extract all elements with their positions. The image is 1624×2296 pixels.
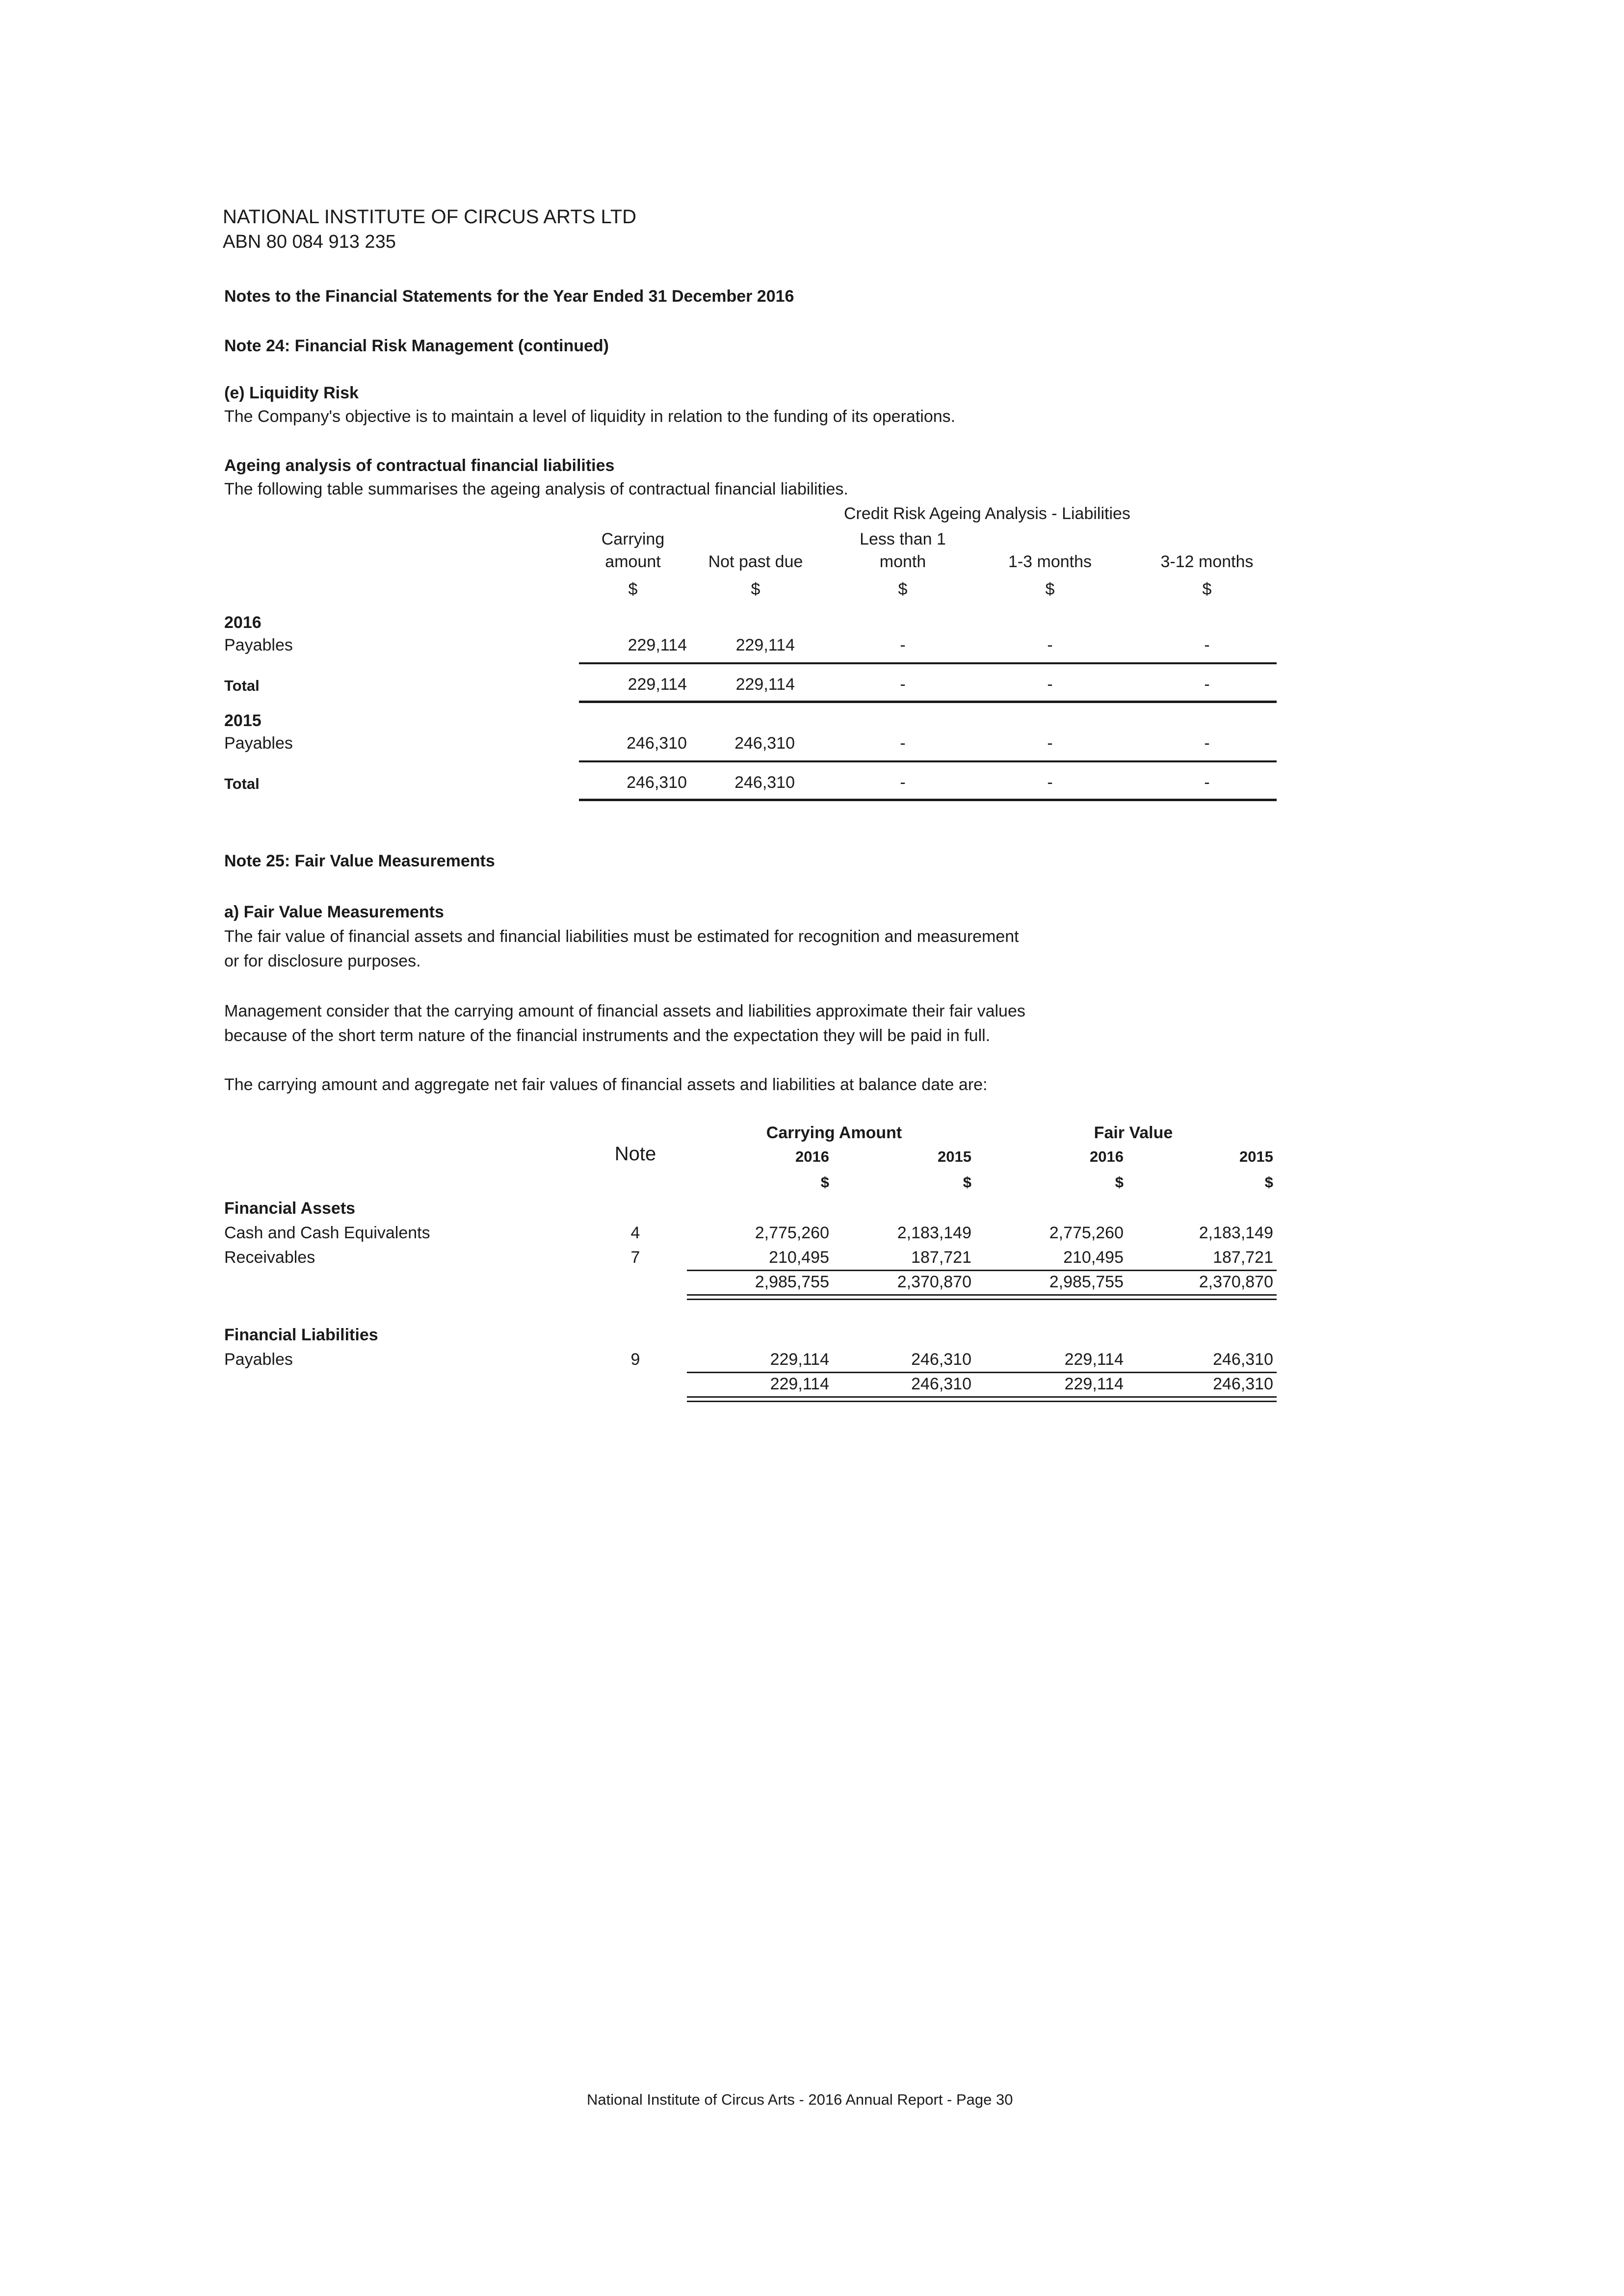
cell: - [900, 773, 906, 792]
divider [579, 760, 1277, 762]
row-label: Receivables [224, 1248, 315, 1267]
para3: The carrying amount and aggregate net fair values of financial assets and liabilities at balance date are: [224, 1075, 988, 1094]
page-footer: National Institute of Circus Arts - 2016 Annual Report - Page 30 [587, 2091, 1013, 2108]
total-cell: 2,985,755 [755, 1273, 829, 1291]
col-3to12m-unit: $ [1202, 580, 1212, 599]
cell: - [900, 675, 906, 694]
total-cell: 246,310 [911, 1375, 971, 1393]
note-ref: 9 [630, 1350, 640, 1369]
financial-assets-label: Financial Assets [224, 1199, 356, 1218]
liquidity-risk-heading: (e) Liquidity Risk [224, 384, 359, 402]
total-cell: 2,370,870 [897, 1273, 971, 1291]
row-label: Payables [224, 734, 293, 753]
cell: 229,114 [735, 675, 795, 694]
cell: - [1204, 675, 1210, 694]
cell: - [1047, 675, 1053, 694]
col-1to3m-label: 1-3 months [1008, 552, 1092, 571]
para1-line2: or for disclosure purposes. [224, 952, 421, 970]
cell: 246,310 [734, 773, 795, 792]
year-header: 2016 [1090, 1148, 1124, 1165]
cell: 229,114 [770, 1350, 829, 1369]
col-notpastdue-label: Not past due [708, 552, 803, 571]
carrying-amount-header: Carrying Amount [766, 1123, 902, 1142]
year-header: 2015 [938, 1148, 971, 1165]
cell: - [900, 734, 906, 753]
cell: - [1047, 734, 1053, 753]
total-label: Total [224, 775, 260, 792]
cell: - [1204, 636, 1210, 654]
fair-value-header: Fair Value [1094, 1123, 1173, 1142]
divider [687, 1270, 1277, 1271]
col-lt1m-line2: month [879, 552, 926, 571]
divider [579, 799, 1277, 801]
col-carrying-line1: Carrying [601, 530, 665, 548]
ageing-group-header: Credit Risk Ageing Analysis - Liabilities [844, 504, 1130, 523]
col-notpastdue-unit: $ [751, 580, 760, 599]
note24-title: Note 24: Financial Risk Management (continued) [224, 337, 609, 355]
cell: 2,775,260 [755, 1224, 829, 1242]
section-year: 2015 [224, 711, 262, 730]
cell: 2,183,149 [897, 1224, 971, 1242]
section-year: 2016 [224, 613, 262, 632]
year-header: 2015 [1239, 1148, 1273, 1165]
cell: - [1047, 773, 1053, 792]
para2-line1: Management consider that the carrying amount of financial assets and liabilities approximate their fair values [224, 1002, 1025, 1020]
cell: 210,495 [769, 1248, 829, 1267]
year-header: 2016 [795, 1148, 829, 1165]
col-3to12m-label: 3-12 months [1160, 552, 1254, 571]
ageing-text: The following table summarises the ageing analysis of contractual financial liabilities. [224, 480, 848, 498]
cell: 229,114 [628, 636, 687, 654]
ageing-heading: Ageing analysis of contractual financial liabilities [224, 456, 615, 475]
col-1to3m-unit: $ [1045, 580, 1055, 599]
divider [687, 1372, 1277, 1373]
cell: - [1204, 773, 1210, 792]
col-lt1m-line1: Less than 1 [860, 530, 946, 548]
double-rule-bottom [687, 1401, 1277, 1402]
cell: 229,114 [1064, 1350, 1124, 1369]
cell: 246,310 [734, 734, 795, 753]
note-ref: 7 [630, 1248, 640, 1267]
unit-header: $ [1264, 1174, 1273, 1191]
row-label: Cash and Cash Equivalents [224, 1224, 430, 1242]
divider [579, 701, 1277, 703]
cell: 229,114 [628, 675, 687, 694]
total-cell: 229,114 [770, 1375, 829, 1393]
total-cell: 246,310 [1213, 1375, 1273, 1393]
note25-title: Note 25: Fair Value Measurements [224, 852, 495, 870]
total-label: Total [224, 677, 260, 694]
row-label: Payables [224, 636, 293, 654]
para2-line2: because of the short term nature of the financial instruments and the expectation they will be paid in full. [224, 1026, 991, 1045]
cell: 2,183,149 [1199, 1224, 1273, 1242]
company-name: NATIONAL INSTITUTE OF CIRCUS ARTS LTD [223, 206, 637, 228]
cell: 246,310 [627, 773, 687, 792]
abn: ABN 80 084 913 235 [223, 232, 396, 252]
cell: - [1047, 636, 1053, 654]
cell: 210,495 [1063, 1248, 1124, 1267]
divider [579, 662, 1277, 664]
note-ref: 4 [630, 1224, 640, 1242]
cell: 246,310 [1213, 1350, 1273, 1369]
col-lt1m-unit: $ [898, 580, 908, 599]
unit-header: $ [963, 1174, 971, 1191]
note-header: Note [614, 1143, 656, 1165]
row-label: Payables [224, 1350, 293, 1369]
financial-liabilities-label: Financial Liabilities [224, 1326, 378, 1344]
cell: 187,721 [1213, 1248, 1273, 1267]
total-cell: 2,370,870 [1199, 1273, 1273, 1291]
total-cell: 229,114 [1064, 1375, 1124, 1393]
double-rule-top [687, 1294, 1277, 1296]
notes-title: Notes to the Financial Statements for the Year Ended 31 December 2016 [224, 287, 794, 306]
col-carrying-unit: $ [628, 580, 638, 599]
unit-header: $ [820, 1174, 829, 1191]
cell: 2,775,260 [1049, 1224, 1124, 1242]
liquidity-risk-text: The Company's objective is to maintain a level of liquidity in relation to the funding of its operations. [224, 407, 956, 426]
para1-line1: The fair value of financial assets and financial liabilities must be estimated for recognition and measurement [224, 927, 1019, 946]
cell: 187,721 [911, 1248, 971, 1267]
unit-header: $ [1115, 1174, 1124, 1191]
col-carrying-line2: amount [605, 552, 661, 571]
double-rule-bottom [687, 1299, 1277, 1300]
total-cell: 2,985,755 [1049, 1273, 1124, 1291]
cell: 229,114 [735, 636, 795, 654]
fair-value-heading: a) Fair Value Measurements [224, 903, 444, 921]
cell: 246,310 [627, 734, 687, 753]
cell: 246,310 [911, 1350, 971, 1369]
double-rule-top [687, 1396, 1277, 1398]
cell: - [900, 636, 906, 654]
cell: - [1204, 734, 1210, 753]
